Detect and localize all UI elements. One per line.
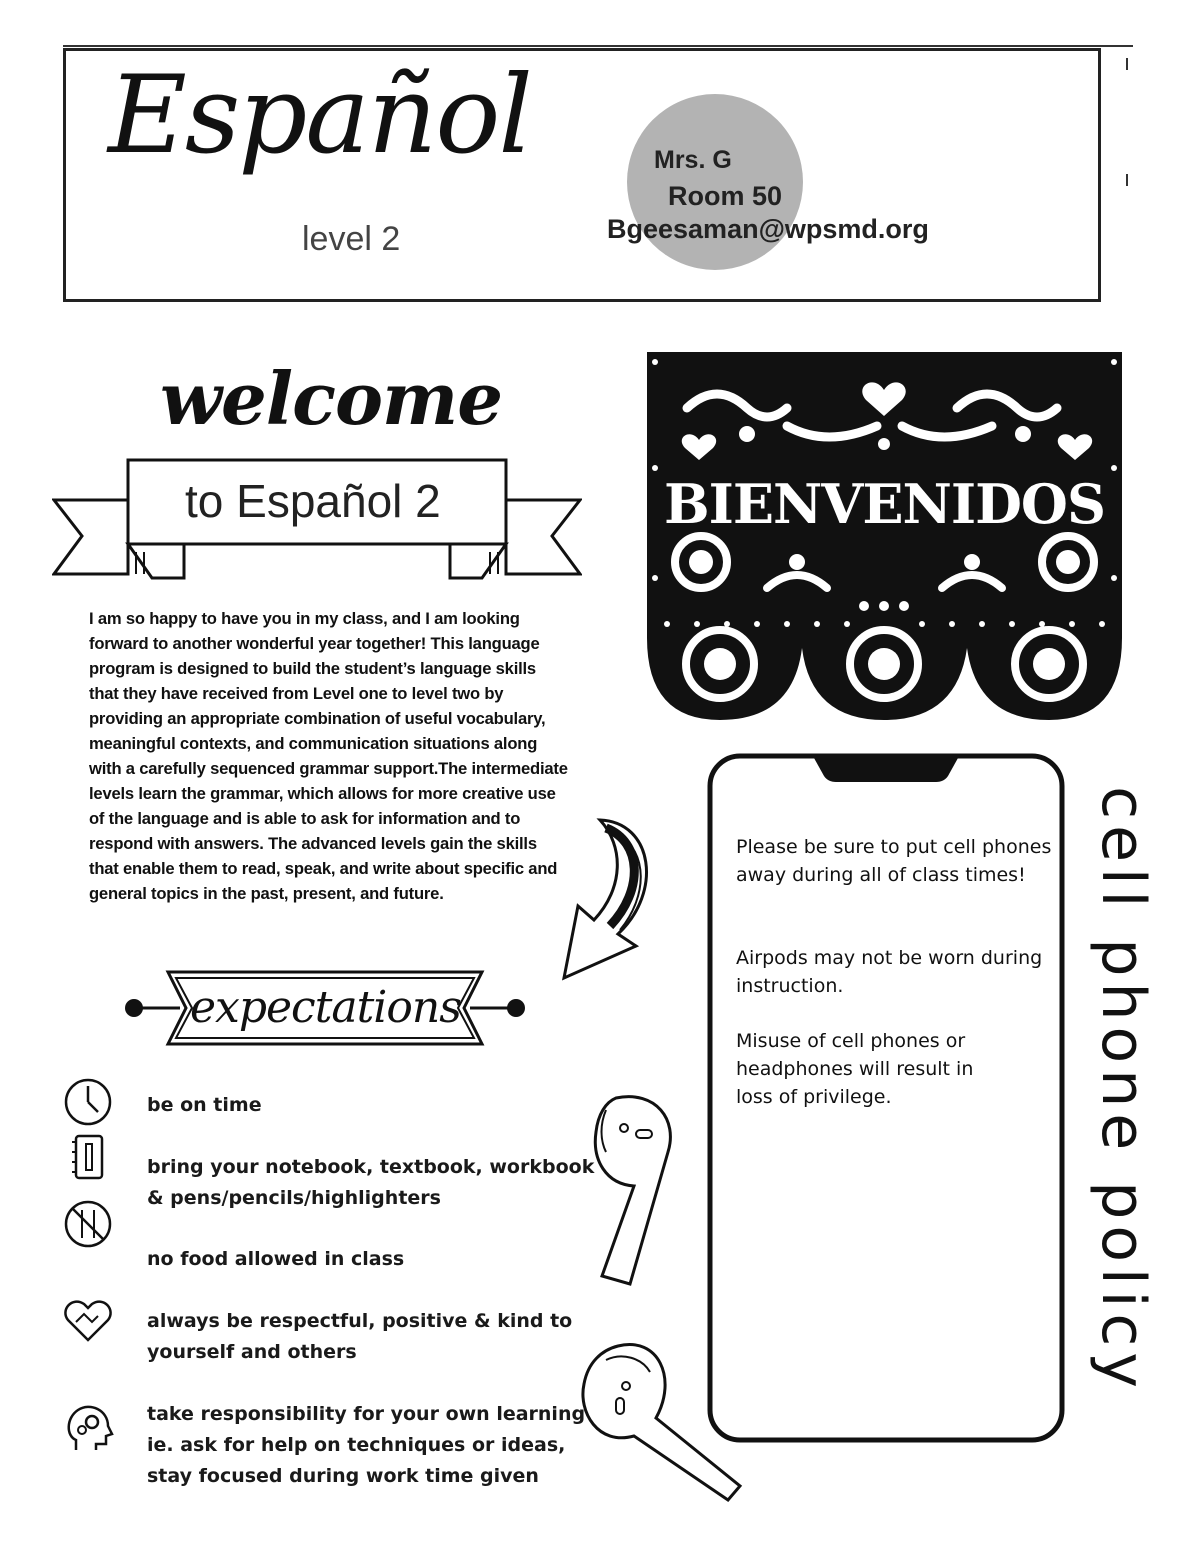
teacher-name: Mrs. G bbox=[654, 146, 732, 174]
expectation-item: be on time bbox=[147, 1094, 262, 1116]
bienvenidos-text: BIENVENIDOS bbox=[664, 472, 1105, 536]
intro-paragraph: I am so happy to have you in my class, and I am looking forward to another wonderful year together! This language program is designed to build the student’s language skills that they have received from Level one to level two by providing an appropriate combination of useful vocabulary, meaningful contexts, and communication situations along with a carefully sequenced grammar support.The intermediate levels learn the grammar, which allows for more creative use of the language and is able to ask for information and to respond with answers. The advanced levels gain the skills that enable them to read, speak, and write about specific and general topics in the past, present, and future. bbox=[89, 609, 568, 903]
notebook-icon bbox=[62, 1132, 114, 1184]
room-number: Room 50 bbox=[668, 181, 783, 211]
no-food-icon bbox=[62, 1198, 114, 1250]
expectation-item: take responsibility for your own learning ie. ask for help on techniques or ideas, stay focused during work time given bbox=[147, 1403, 586, 1487]
decorative-tick bbox=[1126, 174, 1128, 186]
policy-paragraph: Misuse of cell phones or headphones will result in loss of privilege. bbox=[736, 1030, 974, 1108]
teacher-email[interactable]: Bgeesaman@wpsmd.org bbox=[607, 214, 929, 244]
welcome-heading: welcome bbox=[160, 356, 502, 441]
expectation-item: bring your notebook, textbook, workbook & pens/pencils/highlighters bbox=[147, 1156, 595, 1209]
heart-handshake-icon bbox=[62, 1294, 114, 1346]
expectation-item: no food allowed in class bbox=[147, 1248, 405, 1270]
cell-policy-heading-wrap bbox=[1078, 770, 1168, 1410]
policy-paragraph: Please be sure to put cell phones away during all of class times! bbox=[736, 836, 1052, 886]
head-gears-icon bbox=[62, 1402, 114, 1454]
level-subtitle: level 2 bbox=[302, 220, 401, 258]
expectation-item: always be respectful, positive & kind to yourself and others bbox=[147, 1310, 573, 1363]
airpod-icon bbox=[586, 1090, 678, 1290]
decorative-tick bbox=[1126, 58, 1128, 70]
page-title: Español bbox=[108, 53, 531, 178]
cell-policy-heading: cell phone policy bbox=[1088, 786, 1158, 1394]
policy-paragraph: Airpods may not be worn during instruction. bbox=[736, 947, 1043, 997]
welcome-banner-text: to Español 2 bbox=[185, 475, 441, 527]
expectations-heading: expectations bbox=[190, 982, 461, 1033]
curved-arrow-icon bbox=[558, 812, 678, 982]
clock-icon bbox=[62, 1076, 114, 1128]
papel-picado-banner bbox=[637, 348, 1132, 724]
